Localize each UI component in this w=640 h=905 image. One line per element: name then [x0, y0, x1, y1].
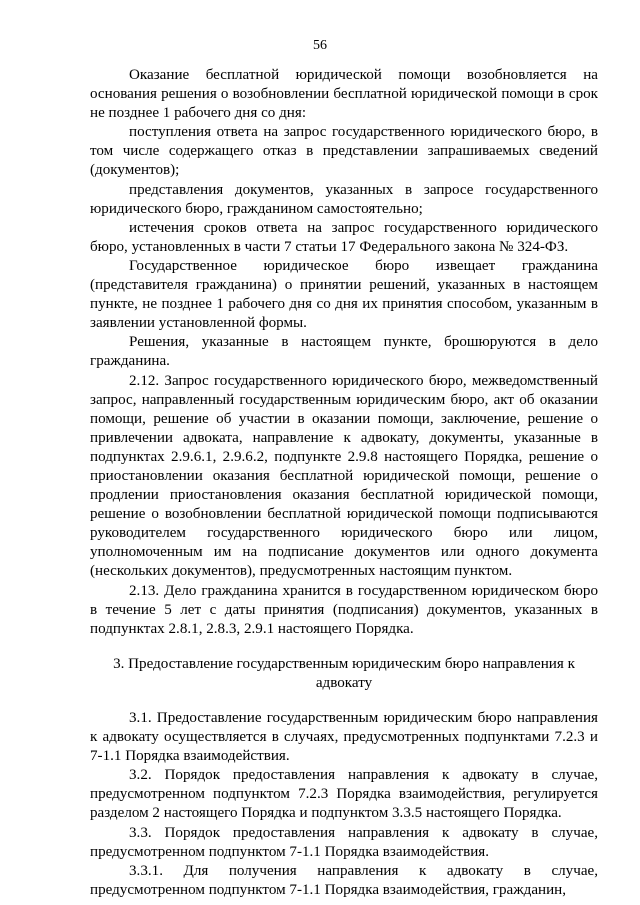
paragraph-2-13: 2.13. Дело гражданина хранится в государственном юридическом бюро в течение 5 лет с даты принятия (подписания) документов, указанных в подпунктах 2.8.1, 2.8.3, 2.9.1 настоящего Порядка. — [90, 582, 598, 637]
document-body — [90, 66, 598, 900]
page-number: 56 — [313, 38, 327, 53]
paragraph-3-3: 3.3. Порядок предоставления направления к адвокату в случае, предусмотренном подпунктом 7-1.1 Порядка взаимодействия. — [90, 824, 598, 860]
paragraph-citizen-notification: Государственное юридическое бюро извещает гражданина (представителя гражданина) о принятии решений, указанных в настоящем пункте, не позднее 1 рабочего дня со дня их принятия способом, указанным в заявлении установленной формы. — [90, 257, 598, 332]
section-3-heading: 3. Предоставление государственным юридическим бюро направления к адвокату — [113, 655, 575, 691]
paragraph-documents-submitted: представления документов, указанных в запросе государственного юридического бюро, гражданином самостоятельно; — [90, 181, 598, 217]
paragraph-3-3-1: 3.3.1. Для получения направления к адвокату в случае, предусмотренном подпунктом 7-1.1 Порядка взаимодействия, гражданин, — [90, 862, 598, 898]
paragraph-2-12: 2.12. Запрос государственного юридического бюро, межведомственный запрос, направленный государственным юридическим бюро, акт об оказании помощи, решение об участии в оказании помощи, заключение, решение о привлечении адвоката, направление к адвокату, документы, указанные в подпунктах 2.9.6.1, 2.9.6.2, подпункте 2.9.8 настоящего Порядка, решение о приостановлении оказания бесплатной юридической помощи, решение о продлении приостановления оказания бесплатной юридической помощи, решение о возобновлении бесплатной юридической помощи подписываются руководителем государственного юридического бюро или лицом, уполномоченным им на подписание документов или одного документа (нескольких документов), предусмотренных настоящим пунктом. — [90, 372, 598, 580]
paragraph-response-received: поступления ответа на запрос государственного юридического бюро, в том числе содержащего отказ в представлении запрашиваемых сведений (документов); — [90, 124, 598, 179]
paragraph-resumption-grounds: Оказание бесплатной юридической помощи возобновляется на основания решения о возобновлении бесплатной юридической помощи в срок не позднее 1 рабочего дня со дня: — [90, 67, 598, 122]
paragraph-3-1: 3.1. Предоставление государственным юридическим бюро направления к адвокату осуществляется в случаях, предусмотренных подпунктами 7.2.3 и 7-1.1 Порядка взаимодействия. — [90, 710, 598, 765]
paragraph-decisions-filed: Решения, указанные в настоящем пункте, брошюруются в дело гражданина. — [90, 334, 598, 370]
paragraph-3-2: 3.2. Порядок предоставления направления к адвокату в случае, предусмотренном подпунктом 7.2.3 Порядка взаимодействия, регулируется разделом 2 настоящего Порядка и подпунктом 3.3.5 настоящего Порядка. — [90, 767, 598, 822]
paragraph-deadline-expired: истечения сроков ответа на запрос государственного юридического бюро, установленных в части 7 статьи 17 Федерального закона № 324-ФЗ. — [90, 219, 598, 255]
